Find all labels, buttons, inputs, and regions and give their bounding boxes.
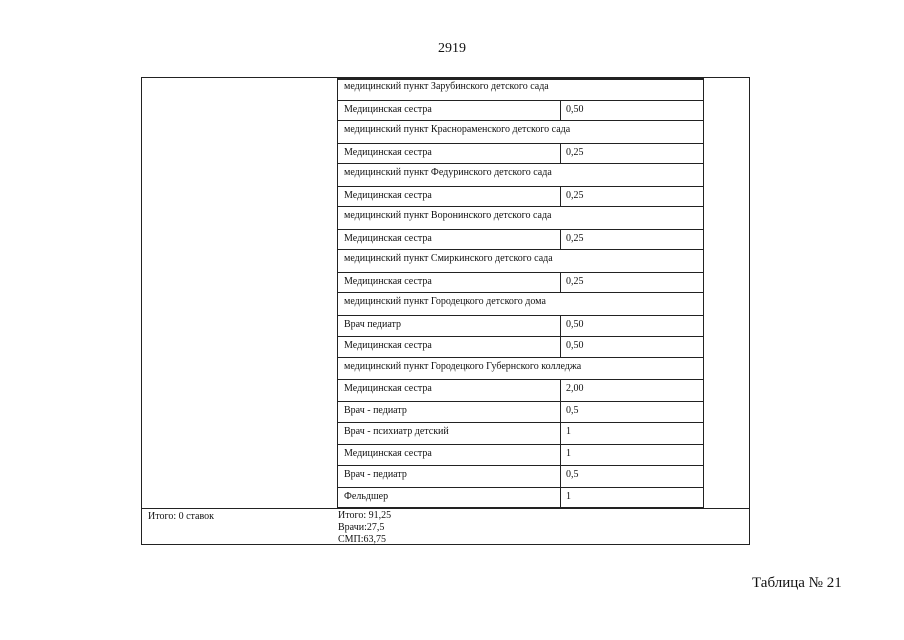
position-name: Врач - педиатр [344,404,407,416]
position-rate: 0,25 [566,232,584,244]
totals-right [338,510,391,546]
position-row [338,444,704,466]
position-row [338,379,704,401]
page-number: 2919 [438,41,466,56]
cell-divider [560,316,561,337]
position-name: Медицинская сестра [344,232,432,244]
position-rate: 1 [566,490,571,502]
totals-divider [142,508,749,509]
section-header [338,250,704,272]
cell-divider [560,423,561,444]
section-header [338,121,704,143]
position-name: Врач педиатр [344,318,402,330]
position-name: Медицинская сестра [344,103,432,115]
position-rate: 0,25 [566,275,584,287]
position-rate: 1 [566,426,571,437]
position-rate: 2,00 [566,383,584,394]
cell-divider [560,380,561,401]
totals-smp: СМП:63,75 [338,534,387,545]
section-title: медицинский пункт Городецкого Губернского колледжа [344,360,582,372]
position-name: Врач - педиатр [344,469,407,480]
cell-divider [560,144,561,164]
position-rate: 0,25 [566,189,584,201]
position-name: Медицинская сестра [344,275,432,287]
position-row [338,229,704,251]
section-header [338,78,704,100]
section-title: медицинский пункт Зарубинского детского сада [344,81,549,92]
position-name: Медицинская сестра [344,340,432,351]
position-rate: 0,25 [566,146,584,158]
position-name: Медицинская сестра [344,189,432,201]
position-name: Медицинская сестра [344,447,432,459]
totals-overall: Итого: 91,25 [338,510,392,521]
totals-left: Итого: 0 ставок [148,511,214,522]
position-row [338,272,704,294]
position-rate: 0,5 [566,469,579,480]
position-row [338,465,704,487]
section-header [338,358,704,380]
cell-divider [560,101,561,121]
position-row [338,401,704,423]
position-rate: 0,50 [566,340,584,351]
section-header [338,164,704,186]
position-row [338,315,704,337]
position-name: Фельдшер [344,490,389,502]
position-rate: 0,5 [566,404,579,416]
position-row [338,487,704,509]
cell-divider [560,337,561,357]
section-title: медицинский пункт Краснораменского детского сада [344,124,571,135]
section-title: медицинский пункт Федуринского детского сада [344,167,552,178]
staff-table [141,77,750,545]
section-header [338,293,704,315]
section-title: медицинский пункт Воронинского детского сада [344,210,552,221]
cell-divider [560,273,561,293]
position-name: Медицинская сестра [344,146,432,158]
position-rate: 0,50 [566,318,584,330]
section-header [338,207,704,229]
position-rate: 0,50 [566,103,584,115]
position-row [338,186,704,208]
position-row [338,336,704,358]
cell-divider [560,402,561,423]
cell-divider [560,466,561,487]
cell-divider [560,187,561,207]
positions-subtable [338,78,704,508]
position-name: Медицинская сестра [344,383,432,394]
section-title: медицинский пункт Смиркинского детского сада [344,253,553,264]
table-label: Таблица № 21 [752,575,842,591]
position-row [338,422,704,444]
cell-divider [560,230,561,250]
position-row [338,100,704,122]
cell-divider [560,488,561,508]
totals-doctors: Врачи:27,5 [338,522,385,533]
section-title: медицинский пункт Городецкого детского дома [344,296,546,307]
cell-divider [560,445,561,466]
position-name: Врач - психиатр детский [344,426,449,437]
position-row [338,143,704,165]
position-rate: 1 [566,447,571,459]
